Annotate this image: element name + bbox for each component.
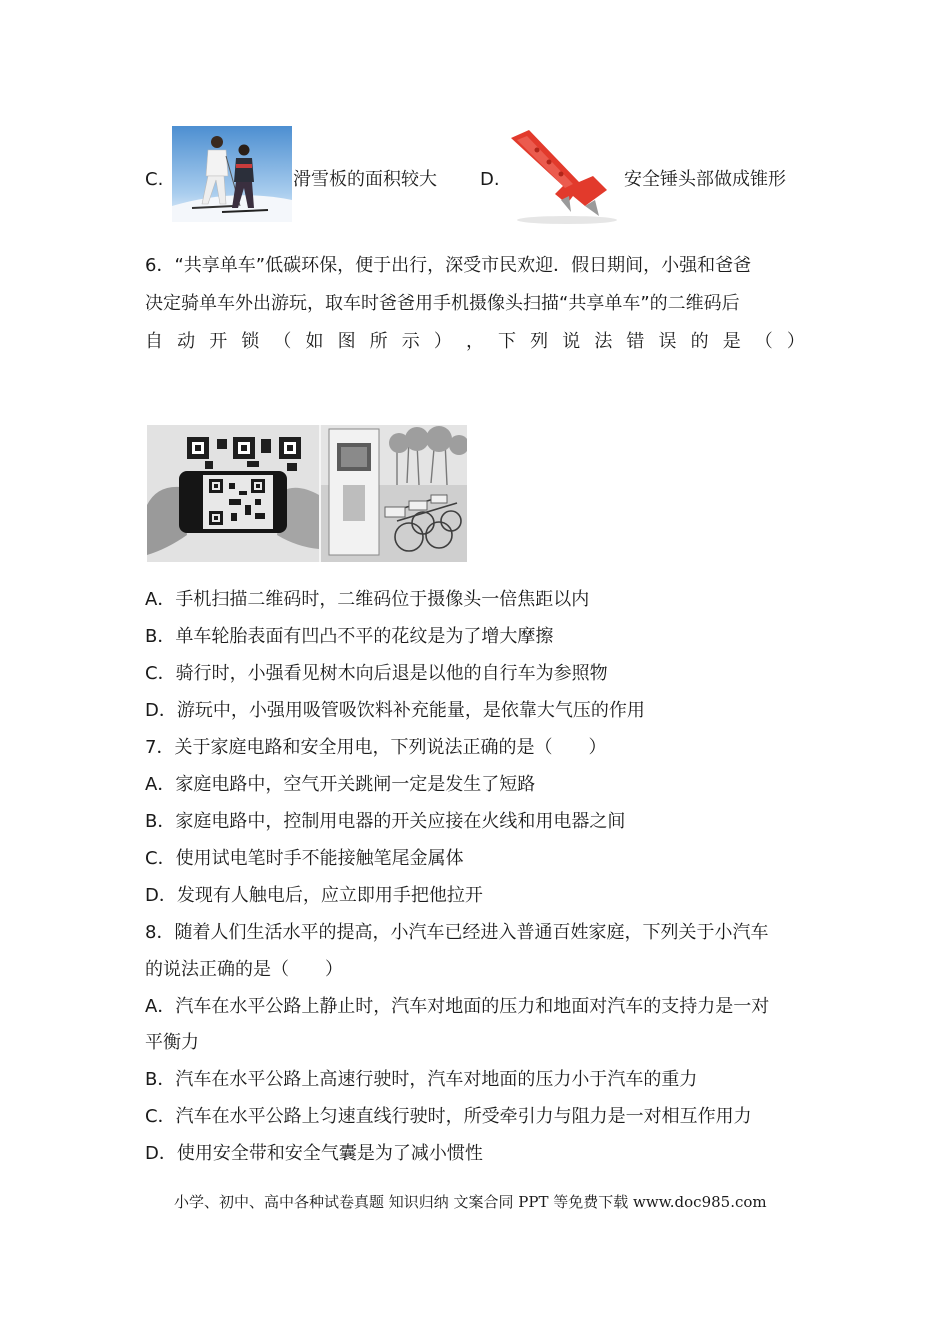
q6-char: 误 bbox=[658, 331, 677, 352]
q6-char: 下 bbox=[498, 331, 517, 352]
safety-hammer-photo bbox=[507, 124, 623, 226]
q8-option-c: C．汽车在水平公路上匀速直线行驶时，所受牵引力与阻力是一对相互作用力 bbox=[145, 1106, 752, 1127]
q7-option-b: B．家庭电路中，控制用电器的开关应接在火线和用电器之间 bbox=[145, 811, 626, 832]
q6-stem-line1: 6．“共享单车”低碳环保，便于出行，深受市民欢迎．假日期间，小强和爸爸 bbox=[145, 255, 752, 276]
q6-char: 错 bbox=[626, 331, 645, 352]
q6-char: 是 bbox=[722, 331, 741, 352]
q6-char: ） bbox=[786, 331, 805, 352]
q6-stem-line2: 决定骑单车外出游玩，取车时爸爸用手机摄像头扫描“共享单车”的二维码后 bbox=[145, 293, 740, 314]
q8-option-a-line2: 平衡力 bbox=[145, 1032, 199, 1053]
skiers-photo bbox=[172, 126, 292, 222]
q7-option-d: D．发现有人触电后，应立即用手把他拉开 bbox=[145, 885, 483, 906]
q6-char: （ bbox=[273, 331, 292, 352]
q6-option-a: A．手机扫描二维码时，二维码位于摄像头一倍焦距以内 bbox=[145, 589, 590, 610]
option-d-label: D. bbox=[480, 169, 500, 190]
q6-option-d: D．游玩中，小强用吸管吸饮料补充能量，是依靠大气压的作用 bbox=[145, 700, 645, 721]
q8-stem-line2: 的说法正确的是（ ） bbox=[145, 959, 343, 980]
q7-stem: 7．关于家庭电路和安全用电，下列说法正确的是（ ） bbox=[145, 737, 607, 758]
q7-option-c: C．使用试电笔时手不能接触笔尾金属体 bbox=[145, 848, 464, 869]
q6-char: ， bbox=[465, 331, 484, 352]
option-c-label: C. bbox=[145, 169, 164, 190]
q6-option-c: C．骑行时，小强看见树木向后退是以他的自行车为参照物 bbox=[145, 663, 608, 684]
q6-char: ） bbox=[433, 331, 452, 352]
q6-option-b: B．单车轮胎表面有凹凸不平的花纹是为了增大摩擦 bbox=[145, 626, 554, 647]
page-footer: 小学、初中、高中各种试卷真题 知识归纳 文案合同 PPT 等免费下载 www.doc985.com bbox=[174, 1193, 767, 1211]
q6-char: 列 bbox=[530, 331, 549, 352]
q6-char: 自 bbox=[145, 331, 163, 352]
q8-option-a-line1: A．汽车在水平公路上静止时，汽车对地面的压力和地面对汽车的支持力是一对 bbox=[145, 996, 770, 1017]
q6-char: 说 bbox=[562, 331, 581, 352]
q6-char: 动 bbox=[177, 331, 196, 352]
q8-stem-line1: 8．随着人们生活水平的提高，小汽车已经进入普通百姓家庭，下列关于小汽车 bbox=[145, 922, 769, 943]
q6-char: 如 bbox=[305, 331, 324, 352]
q6-char: 法 bbox=[594, 331, 613, 352]
q6-char: 开 bbox=[209, 331, 228, 352]
q6-char: 示 bbox=[401, 331, 420, 352]
qr-scan-figure bbox=[147, 425, 467, 562]
q7-option-a: A．家庭电路中，空气开关跳闸一定是发生了短路 bbox=[145, 774, 536, 795]
q8-option-d: D．使用安全带和安全气囊是为了减小惯性 bbox=[145, 1143, 483, 1164]
q6-char: 锁 bbox=[241, 331, 260, 352]
q6-stem-line3 bbox=[145, 330, 805, 354]
option-d-text: 安全锤头部做成锥形 bbox=[624, 169, 786, 190]
q6-char: （ bbox=[754, 331, 773, 352]
q6-char: 所 bbox=[369, 331, 388, 352]
option-c-text: 滑雪板的面积较大 bbox=[293, 169, 437, 190]
q6-char: 的 bbox=[690, 331, 709, 352]
q6-char: 图 bbox=[337, 331, 356, 352]
q8-option-b: B．汽车在水平公路上高速行驶时，汽车对地面的压力小于汽车的重力 bbox=[145, 1069, 698, 1090]
